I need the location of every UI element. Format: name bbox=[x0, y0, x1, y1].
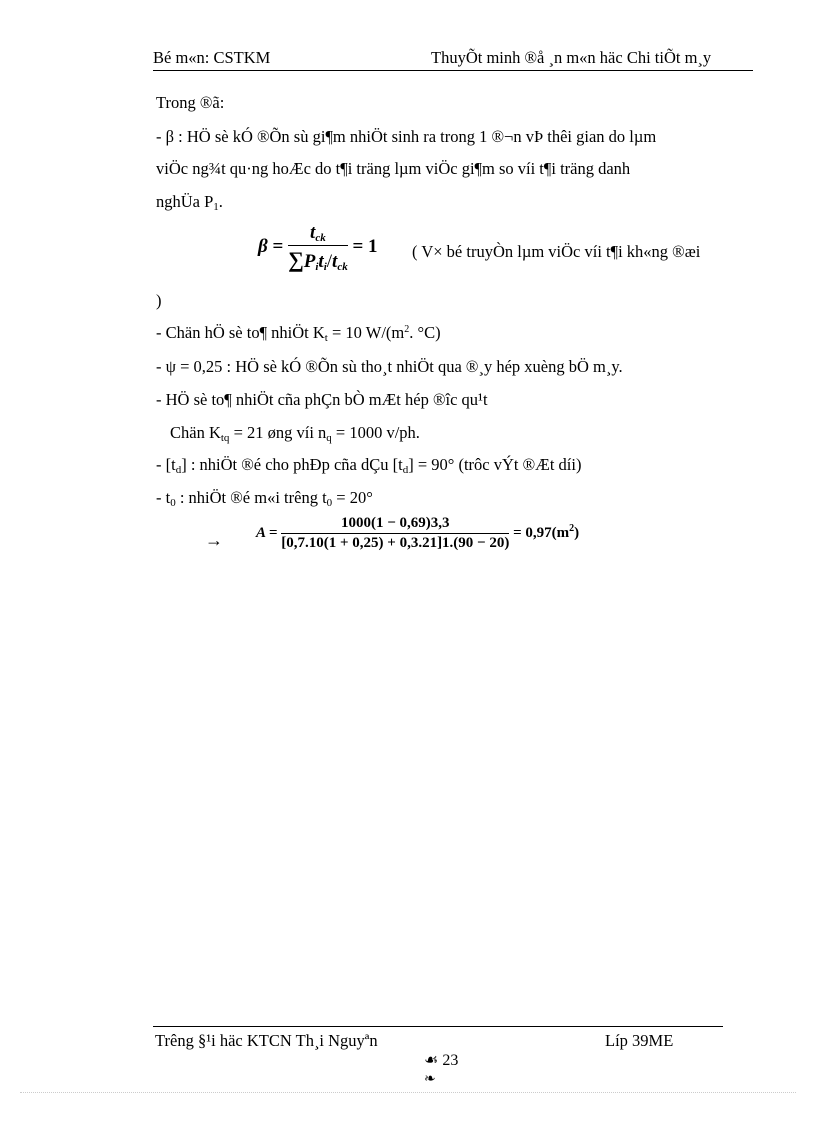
area-formula: A = $\frac{1000(1 - 0,69)3,3}{[0,7.10(1 + 0,25) + 0,3.21]1.(90 - 20)}$ = $0,97(m^2)$ bbox=[256, 515, 580, 551]
beta-note-close: ) bbox=[156, 291, 162, 310]
beta-definition-line-2: viÖc ng¾t qu·ng hoÆc do t¶i träng lµm viÖc gi¶m so víi t¶i träng danh bbox=[156, 159, 631, 178]
beta-note: ( V× bé truyÒn lµm viÖc víi t¶i kh«ng ®æi bbox=[412, 242, 701, 261]
footer-class: Líp 39ME bbox=[605, 1031, 674, 1050]
kt-line: - Chän hÖ sè to¶ nhiÖt $K_t = 10$ $W/(m^2$. °C) bbox=[156, 323, 441, 344]
ktq-line-1: - HÖ sè to¶ nhiÖt cña phÇn bÒ mÆt hép ®îc qu¹t bbox=[156, 390, 488, 409]
t0-line: - $t_0$ : nhiÖt ®é m«i trêng $t_0 = 20^\circ$ bbox=[156, 488, 373, 509]
psi-symbol: ψ bbox=[165, 357, 176, 376]
beta-definition-line-3: nghÜa $P_1$. bbox=[156, 192, 223, 213]
beta-symbol: β bbox=[165, 127, 175, 146]
page-number: ☙ 23 bbox=[424, 1052, 459, 1069]
ornament-bottom-icon: ❧ bbox=[424, 1072, 436, 1087]
beta-formula: β = $\frac{t_{ck}}{\sum P_it_i/t_{ck}}$ = 1 bbox=[258, 222, 378, 273]
ktq-line-2: Chän $K_{tq} = 21$ øng víi $n_q = 1000$ v/ph. bbox=[170, 423, 420, 444]
arrow-icon: → bbox=[205, 530, 223, 550]
beta-definition-line-1: - β : HÖ sè kÓ ®Õn sù gi¶m nhiÖt sinh ra trong 1 ®¬n vÞ thêi gian do lµm bbox=[156, 127, 657, 146]
beta-fraction: $\frac{t_{ck}}{\sum P_it_i/t_{ck}}$ bbox=[288, 222, 348, 273]
psi-line: - ψ = 0,25 : HÖ sè kÓ ®Õn sù tho¸t nhiÖt qua ®¸y hép xuèng bÖ m¸y. bbox=[156, 357, 623, 376]
footer-rule bbox=[153, 1026, 723, 1027]
footer-school: Trêng §¹i häc KTCN Th¸i Nguyªn bbox=[155, 1031, 378, 1050]
page-edge bbox=[20, 1092, 796, 1093]
ornament-top-icon: ☙ bbox=[424, 1052, 439, 1069]
header-course: Bé m«n: CSTKM bbox=[153, 48, 271, 67]
header-document-title: ThuyÕt minh ®å ¸n m«n häc Chi tiÕt m¸y bbox=[431, 48, 712, 67]
intro-text: Trong ®ã: bbox=[156, 93, 225, 112]
td-line: - $[t_d]$ : nhiÖt ®é cho phÐp cña dÇu $[t_d] = 90^\circ$ (trôc vÝt ®Æt díi) bbox=[156, 455, 582, 476]
header-rule bbox=[153, 70, 753, 71]
area-fraction: $\frac{1000(1 - 0,69)3,3}{[0,7.10(1 + 0,25) + 0,3.21]1.(90 - 20)}$ bbox=[281, 515, 510, 551]
